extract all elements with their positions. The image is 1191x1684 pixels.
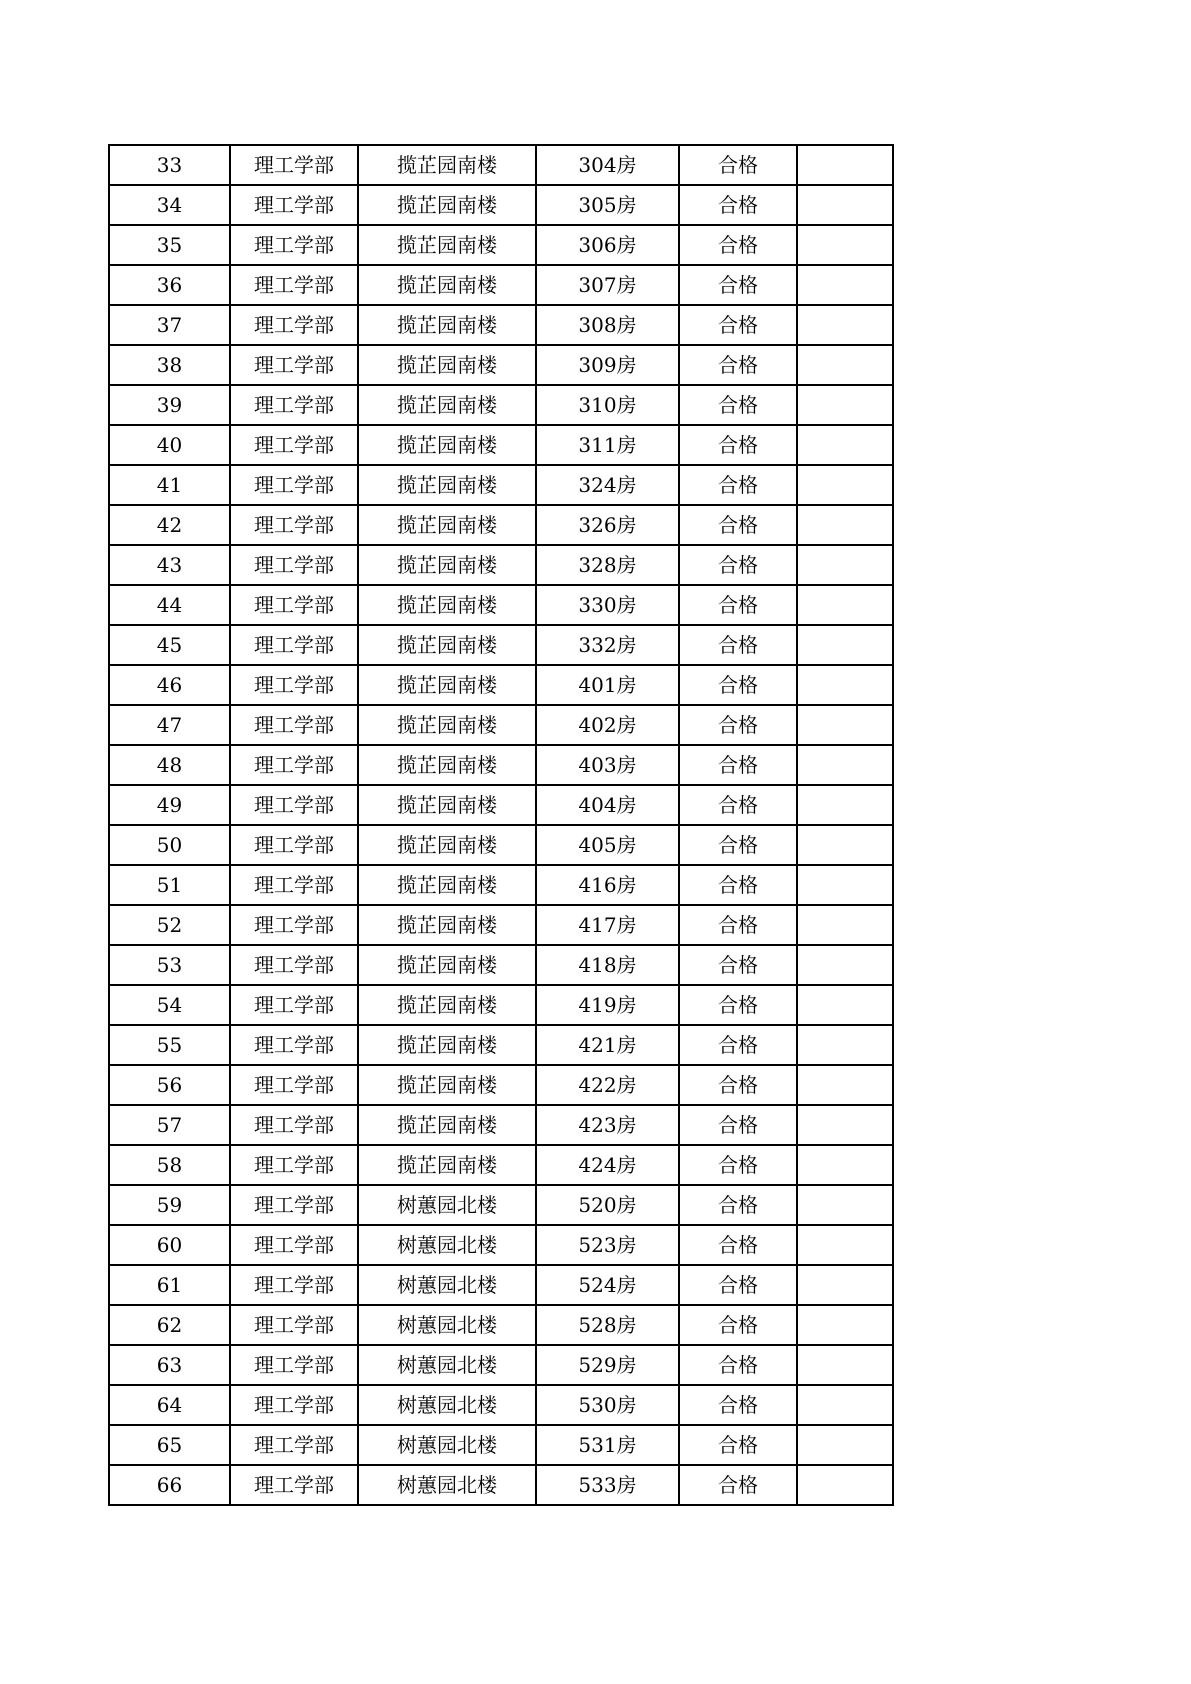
table-row: [109, 665, 893, 705]
room-cell: 310房: [536, 385, 679, 425]
department-cell: 理工学部: [230, 225, 358, 265]
result-cell: 合格: [679, 1025, 797, 1065]
room-cell: 530房: [536, 1385, 679, 1425]
building-cell: 揽芷园南楼: [358, 825, 536, 865]
building-cell: 揽芷园南楼: [358, 465, 536, 505]
result-cell: 合格: [679, 265, 797, 305]
result-cell: 合格: [679, 625, 797, 665]
building-cell: 揽芷园南楼: [358, 185, 536, 225]
row-number-cell: 34: [109, 185, 230, 225]
room-cell: 418房: [536, 945, 679, 985]
building-cell: 树蕙园北楼: [358, 1465, 536, 1505]
building-cell: 揽芷园南楼: [358, 545, 536, 585]
room-cell: 403房: [536, 745, 679, 785]
building-cell: 树蕙园北楼: [358, 1385, 536, 1425]
table-row: [109, 265, 893, 305]
room-cell: 311房: [536, 425, 679, 465]
note-cell: [797, 385, 893, 425]
building-cell: 揽芷园南楼: [358, 385, 536, 425]
department-cell: 理工学部: [230, 705, 358, 745]
table-row: [109, 1145, 893, 1185]
result-cell: 合格: [679, 1385, 797, 1425]
department-cell: 理工学部: [230, 1385, 358, 1425]
note-cell: [797, 905, 893, 945]
note-cell: [797, 945, 893, 985]
room-cell: 528房: [536, 1305, 679, 1345]
note-cell: [797, 1185, 893, 1225]
department-cell: 理工学部: [230, 1145, 358, 1185]
building-cell: 揽芷园南楼: [358, 785, 536, 825]
inspection-table: [108, 144, 894, 1506]
building-cell: 揽芷园南楼: [358, 345, 536, 385]
result-cell: 合格: [679, 1425, 797, 1465]
row-number-cell: 33: [109, 145, 230, 185]
table-row: [109, 1185, 893, 1225]
table-row: [109, 1225, 893, 1265]
row-number-cell: 59: [109, 1185, 230, 1225]
building-cell: 揽芷园南楼: [358, 585, 536, 625]
building-cell: 揽芷园南楼: [358, 665, 536, 705]
department-cell: 理工学部: [230, 785, 358, 825]
room-cell: 422房: [536, 1065, 679, 1105]
room-cell: 416房: [536, 865, 679, 905]
building-cell: 揽芷园南楼: [358, 945, 536, 985]
row-number-cell: 45: [109, 625, 230, 665]
note-cell: [797, 1025, 893, 1065]
note-cell: [797, 1145, 893, 1185]
note-cell: [797, 345, 893, 385]
row-number-cell: 62: [109, 1305, 230, 1345]
table-row: [109, 625, 893, 665]
result-cell: 合格: [679, 1345, 797, 1385]
table-row: [109, 1305, 893, 1345]
table-row: [109, 425, 893, 465]
room-cell: 324房: [536, 465, 679, 505]
result-cell: 合格: [679, 1105, 797, 1145]
building-cell: 揽芷园南楼: [358, 1025, 536, 1065]
result-cell: 合格: [679, 465, 797, 505]
note-cell: [797, 185, 893, 225]
row-number-cell: 50: [109, 825, 230, 865]
building-cell: 树蕙园北楼: [358, 1345, 536, 1385]
room-cell: 328房: [536, 545, 679, 585]
note-cell: [797, 305, 893, 345]
result-cell: 合格: [679, 705, 797, 745]
room-cell: 524房: [536, 1265, 679, 1305]
row-number-cell: 43: [109, 545, 230, 585]
table-row: [109, 505, 893, 545]
room-cell: 417房: [536, 905, 679, 945]
row-number-cell: 47: [109, 705, 230, 745]
row-number-cell: 55: [109, 1025, 230, 1065]
row-number-cell: 36: [109, 265, 230, 305]
department-cell: 理工学部: [230, 425, 358, 465]
department-cell: 理工学部: [230, 505, 358, 545]
department-cell: 理工学部: [230, 905, 358, 945]
row-number-cell: 44: [109, 585, 230, 625]
row-number-cell: 39: [109, 385, 230, 425]
room-cell: 326房: [536, 505, 679, 545]
department-cell: 理工学部: [230, 945, 358, 985]
note-cell: [797, 1345, 893, 1385]
note-cell: [797, 625, 893, 665]
table-row: [109, 945, 893, 985]
room-cell: 529房: [536, 1345, 679, 1385]
note-cell: [797, 1425, 893, 1465]
result-cell: 合格: [679, 585, 797, 625]
note-cell: [797, 865, 893, 905]
note-cell: [797, 585, 893, 625]
department-cell: 理工学部: [230, 625, 358, 665]
row-number-cell: 48: [109, 745, 230, 785]
room-cell: 307房: [536, 265, 679, 305]
room-cell: 304房: [536, 145, 679, 185]
result-cell: 合格: [679, 1145, 797, 1185]
note-cell: [797, 1105, 893, 1145]
table-row: [109, 585, 893, 625]
building-cell: 树蕙园北楼: [358, 1265, 536, 1305]
note-cell: [797, 785, 893, 825]
table-row: [109, 1425, 893, 1465]
result-cell: 合格: [679, 225, 797, 265]
result-cell: 合格: [679, 945, 797, 985]
row-number-cell: 54: [109, 985, 230, 1025]
building-cell: 揽芷园南楼: [358, 745, 536, 785]
table-row: [109, 1065, 893, 1105]
department-cell: 理工学部: [230, 1305, 358, 1345]
room-cell: 404房: [536, 785, 679, 825]
note-cell: [797, 145, 893, 185]
result-cell: 合格: [679, 1225, 797, 1265]
department-cell: 理工学部: [230, 865, 358, 905]
row-number-cell: 65: [109, 1425, 230, 1465]
building-cell: 树蕙园北楼: [358, 1185, 536, 1225]
result-cell: 合格: [679, 785, 797, 825]
department-cell: 理工学部: [230, 1345, 358, 1385]
note-cell: [797, 545, 893, 585]
department-cell: 理工学部: [230, 305, 358, 345]
result-cell: 合格: [679, 665, 797, 705]
building-cell: 揽芷园南楼: [358, 985, 536, 1025]
row-number-cell: 66: [109, 1465, 230, 1505]
room-cell: 520房: [536, 1185, 679, 1225]
note-cell: [797, 505, 893, 545]
department-cell: 理工学部: [230, 1185, 358, 1225]
note-cell: [797, 1385, 893, 1425]
building-cell: 树蕙园北楼: [358, 1425, 536, 1465]
room-cell: 405房: [536, 825, 679, 865]
building-cell: 揽芷园南楼: [358, 265, 536, 305]
result-cell: 合格: [679, 745, 797, 785]
room-cell: 531房: [536, 1425, 679, 1465]
row-number-cell: 58: [109, 1145, 230, 1185]
department-cell: 理工学部: [230, 825, 358, 865]
result-cell: 合格: [679, 185, 797, 225]
result-cell: 合格: [679, 305, 797, 345]
room-cell: 523房: [536, 1225, 679, 1265]
building-cell: 揽芷园南楼: [358, 865, 536, 905]
note-cell: [797, 1465, 893, 1505]
building-cell: 揽芷园南楼: [358, 145, 536, 185]
table-row: [109, 745, 893, 785]
note-cell: [797, 465, 893, 505]
building-cell: 揽芷园南楼: [358, 425, 536, 465]
result-cell: 合格: [679, 145, 797, 185]
department-cell: 理工学部: [230, 145, 358, 185]
note-cell: [797, 265, 893, 305]
department-cell: 理工学部: [230, 985, 358, 1025]
table-row: [109, 1025, 893, 1065]
department-cell: 理工学部: [230, 265, 358, 305]
table-row: [109, 305, 893, 345]
department-cell: 理工学部: [230, 665, 358, 705]
table-row: [109, 145, 893, 185]
room-cell: 332房: [536, 625, 679, 665]
room-cell: 309房: [536, 345, 679, 385]
row-number-cell: 42: [109, 505, 230, 545]
building-cell: 树蕙园北楼: [358, 1305, 536, 1345]
table-row: [109, 225, 893, 265]
row-number-cell: 35: [109, 225, 230, 265]
table-row: [109, 385, 893, 425]
department-cell: 理工学部: [230, 1465, 358, 1505]
row-number-cell: 46: [109, 665, 230, 705]
room-cell: 402房: [536, 705, 679, 745]
row-number-cell: 51: [109, 865, 230, 905]
building-cell: 揽芷园南楼: [358, 1145, 536, 1185]
result-cell: 合格: [679, 1185, 797, 1225]
room-cell: 305房: [536, 185, 679, 225]
department-cell: 理工学部: [230, 385, 358, 425]
department-cell: 理工学部: [230, 1105, 358, 1145]
row-number-cell: 40: [109, 425, 230, 465]
building-cell: 揽芷园南楼: [358, 905, 536, 945]
result-cell: 合格: [679, 505, 797, 545]
table-row: [109, 345, 893, 385]
building-cell: 树蕙园北楼: [358, 1225, 536, 1265]
room-cell: 423房: [536, 1105, 679, 1145]
department-cell: 理工学部: [230, 1425, 358, 1465]
table-row: [109, 825, 893, 865]
row-number-cell: 53: [109, 945, 230, 985]
table-row: [109, 985, 893, 1025]
building-cell: 揽芷园南楼: [358, 1065, 536, 1105]
room-cell: 419房: [536, 985, 679, 1025]
row-number-cell: 37: [109, 305, 230, 345]
result-cell: 合格: [679, 345, 797, 385]
result-cell: 合格: [679, 385, 797, 425]
note-cell: [797, 1265, 893, 1305]
result-cell: 合格: [679, 865, 797, 905]
result-cell: 合格: [679, 425, 797, 465]
department-cell: 理工学部: [230, 185, 358, 225]
table-row: [109, 545, 893, 585]
room-cell: 308房: [536, 305, 679, 345]
room-cell: 424房: [536, 1145, 679, 1185]
building-cell: 揽芷园南楼: [358, 305, 536, 345]
result-cell: 合格: [679, 1065, 797, 1105]
department-cell: 理工学部: [230, 585, 358, 625]
row-number-cell: 38: [109, 345, 230, 385]
department-cell: 理工学部: [230, 745, 358, 785]
result-cell: 合格: [679, 825, 797, 865]
row-number-cell: 49: [109, 785, 230, 825]
result-cell: 合格: [679, 905, 797, 945]
room-cell: 306房: [536, 225, 679, 265]
result-cell: 合格: [679, 1265, 797, 1305]
table-row: [109, 185, 893, 225]
note-cell: [797, 705, 893, 745]
note-cell: [797, 1305, 893, 1345]
row-number-cell: 64: [109, 1385, 230, 1425]
note-cell: [797, 825, 893, 865]
note-cell: [797, 985, 893, 1025]
note-cell: [797, 425, 893, 465]
table-body: [109, 145, 893, 1505]
department-cell: 理工学部: [230, 1025, 358, 1065]
room-cell: 330房: [536, 585, 679, 625]
note-cell: [797, 225, 893, 265]
department-cell: 理工学部: [230, 1265, 358, 1305]
building-cell: 揽芷园南楼: [358, 625, 536, 665]
table-row: [109, 1465, 893, 1505]
department-cell: 理工学部: [230, 345, 358, 385]
note-cell: [797, 665, 893, 705]
table-row: [109, 705, 893, 745]
building-cell: 揽芷园南楼: [358, 1105, 536, 1145]
result-cell: 合格: [679, 1465, 797, 1505]
row-number-cell: 63: [109, 1345, 230, 1385]
department-cell: 理工学部: [230, 465, 358, 505]
room-cell: 421房: [536, 1025, 679, 1065]
department-cell: 理工学部: [230, 1065, 358, 1105]
row-number-cell: 41: [109, 465, 230, 505]
table-row: [109, 1265, 893, 1305]
table-row: [109, 1385, 893, 1425]
result-cell: 合格: [679, 1305, 797, 1345]
table-row: [109, 905, 893, 945]
department-cell: 理工学部: [230, 545, 358, 585]
table-row: [109, 1345, 893, 1385]
note-cell: [797, 745, 893, 785]
room-cell: 533房: [536, 1465, 679, 1505]
table-row: [109, 865, 893, 905]
row-number-cell: 57: [109, 1105, 230, 1145]
table-row: [109, 1105, 893, 1145]
row-number-cell: 52: [109, 905, 230, 945]
room-cell: 401房: [536, 665, 679, 705]
result-cell: 合格: [679, 545, 797, 585]
row-number-cell: 61: [109, 1265, 230, 1305]
table-row: [109, 465, 893, 505]
note-cell: [797, 1065, 893, 1105]
row-number-cell: 56: [109, 1065, 230, 1105]
department-cell: 理工学部: [230, 1225, 358, 1265]
row-number-cell: 60: [109, 1225, 230, 1265]
building-cell: 揽芷园南楼: [358, 225, 536, 265]
building-cell: 揽芷园南楼: [358, 505, 536, 545]
note-cell: [797, 1225, 893, 1265]
table-row: [109, 785, 893, 825]
result-cell: 合格: [679, 985, 797, 1025]
building-cell: 揽芷园南楼: [358, 705, 536, 745]
